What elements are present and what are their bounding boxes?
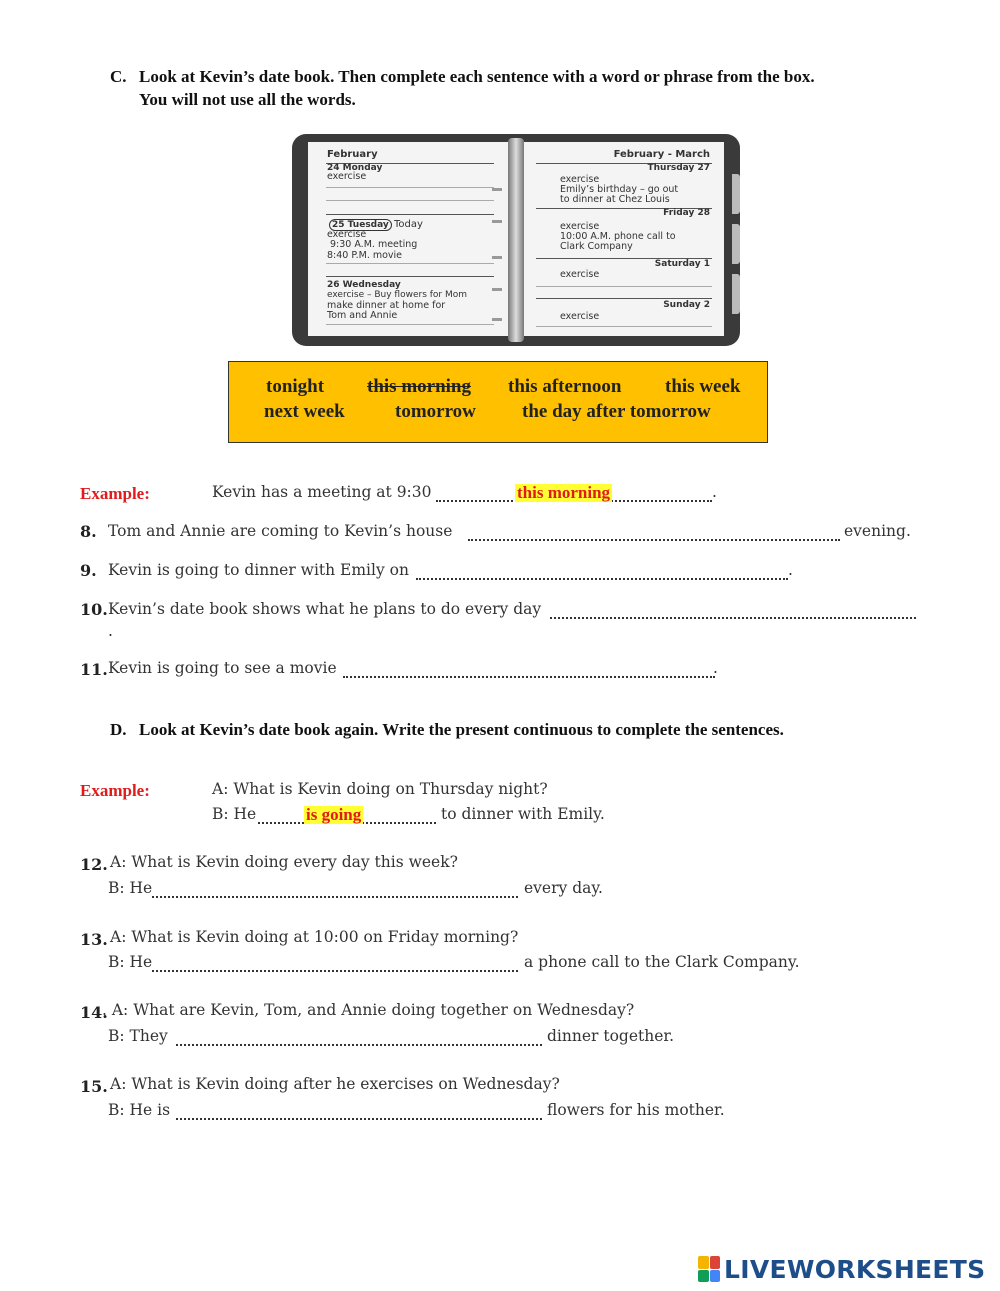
word-this-afternoon: this afternoon: [508, 376, 622, 397]
wednesday-item-2: make dinner at home for: [327, 300, 446, 311]
q12-answer-blank[interactable]: [152, 880, 518, 898]
example-d-b-start: B: He: [212, 805, 257, 823]
example-d-question: A: What is Kevin doing on Thursday night?: [212, 780, 548, 798]
q14-answer-blank[interactable]: [176, 1028, 542, 1046]
q8-after: evening.: [844, 522, 911, 540]
tuesday-item-2: 9:30 A.M. meeting: [330, 239, 418, 250]
section-d-instruction: Look at Kevin’s date book again. Write the present continuous to complete the sentences.: [139, 720, 784, 739]
example-d-label: Example:: [80, 781, 150, 800]
monday-label: 24 Monday: [327, 163, 383, 173]
q13-after: a phone call to the Clark Company.: [524, 953, 800, 971]
q10-number: 10.: [80, 600, 108, 619]
q13-question: A: What is Kevin doing at 10:00 on Friday morning?: [110, 928, 519, 946]
thursday-item-3: to dinner at Chez Louis: [560, 194, 670, 205]
q11-text: Kevin is going to see a movie: [108, 659, 337, 677]
q12-after: every day.: [524, 879, 603, 897]
example-c-answer: this morning: [517, 483, 611, 502]
q9-text: Kevin is going to dinner with Emily on: [108, 561, 409, 579]
q8-text: Tom and Annie are coming to Kevin’s house: [108, 522, 453, 540]
right-month: February - March: [613, 149, 710, 160]
date-book-left-page: [308, 142, 508, 336]
liveworksheets-logo-text: LIVEWORKSHEETS: [724, 1254, 986, 1284]
q15-b: B: He is: [108, 1101, 171, 1119]
q12-question: A: What is Kevin doing every day this week?: [110, 853, 458, 871]
saturday-label: Saturday 1: [654, 259, 710, 269]
wednesday-label: 26 Wednesday: [327, 280, 401, 290]
q15-after: flowers for his mother.: [547, 1101, 725, 1119]
q11-answer-blank[interactable]: [343, 660, 715, 678]
liveworksheets-logo: [698, 1254, 985, 1284]
q13-b: B: He: [108, 953, 153, 971]
friday-item-1: exercise: [560, 221, 600, 232]
friday-label: Friday 28: [663, 208, 710, 218]
logo-square-4: [710, 1270, 721, 1283]
tuesday-label: 25 Tuesday: [329, 219, 392, 231]
example-d-b-end: to dinner with Emily.: [441, 805, 605, 823]
friday-item-2: 10:00 A.M. phone call to: [560, 231, 676, 242]
left-month: February: [327, 149, 378, 160]
word-the-day-after-tomorrow: the day after tomorrow: [522, 401, 711, 422]
logo-square-3: [698, 1270, 709, 1283]
q9-answer-blank[interactable]: [416, 562, 788, 580]
example-c-sentence: Kevin has a meeting at 9:30: [212, 483, 432, 501]
q13-answer-blank[interactable]: [152, 954, 518, 972]
date-book-right-page: [524, 142, 724, 336]
wednesday-item-3: Tom and Annie: [327, 310, 398, 321]
q11-after: .: [713, 659, 718, 677]
date-book-image: [292, 134, 740, 346]
tuesday-item-1: exercise: [327, 229, 367, 240]
q9-number: 9.: [80, 561, 97, 580]
q8-number: 8.: [80, 522, 97, 541]
q9-after: .: [788, 561, 793, 579]
date-book-spine: [508, 138, 524, 342]
today-label: Today: [394, 219, 423, 230]
q12-b: B: He: [108, 879, 153, 897]
word-this-week: this week: [665, 376, 741, 397]
sunday-item: exercise: [560, 311, 600, 322]
monday-item: exercise: [327, 171, 367, 182]
friday-item-3: Clark Company: [560, 241, 633, 252]
q14-question: . A: What are Kevin, Tom, and Annie doing together on Wednesday?: [102, 1001, 635, 1019]
q14-number: 14.: [80, 1003, 108, 1022]
q15-number: 15.: [80, 1077, 108, 1096]
word-tonight: tonight: [266, 376, 325, 397]
q12-number: 12.: [80, 855, 108, 874]
q10-answer-blank[interactable]: [550, 601, 916, 619]
q15-question: A: What is Kevin doing after he exercises on Wednesday?: [110, 1075, 560, 1093]
q14-after: dinner together.: [547, 1027, 675, 1045]
thursday-item-2: Emily’s birthday – go out: [560, 184, 679, 195]
q15-answer-blank[interactable]: [176, 1102, 542, 1120]
example-c-label: Example:: [80, 484, 150, 503]
section-c-instruction-line2: You will not use all the words.: [139, 90, 356, 109]
q10-after: .: [108, 622, 113, 640]
word-box: [228, 361, 768, 443]
q11-number: 11.: [80, 660, 108, 679]
wednesday-item-1: exercise – Buy flowers for Mom: [327, 290, 468, 300]
example-d-answer: is going: [306, 805, 362, 824]
section-c-letter: C.: [110, 67, 127, 86]
q8-answer-blank[interactable]: [468, 523, 840, 541]
word-next-week: next week: [264, 401, 345, 422]
thursday-item-1: exercise: [560, 174, 600, 185]
logo-square-1: [698, 1256, 709, 1269]
liveworksheets-logo-icon: [698, 1256, 720, 1282]
word-tomorrow: tomorrow: [395, 401, 476, 422]
q14-b: B: They: [108, 1027, 168, 1045]
q10-text: Kevin’s date book shows what he plans to do every day: [108, 600, 542, 618]
example-c-end: .: [712, 483, 717, 501]
section-c-instruction-line1: Look at Kevin’s date book. Then complete each sentence with a word or phrase from the box.: [139, 67, 815, 86]
word-this-morning: this morning: [367, 376, 471, 397]
logo-square-2: [710, 1256, 721, 1269]
q13-number: 13.: [80, 930, 108, 949]
section-d-letter: D.: [110, 720, 127, 739]
tuesday-item-3: 8:40 P.M. movie: [327, 250, 403, 261]
sunday-label: Sunday 2: [663, 300, 710, 310]
thursday-label: Thursday 27: [647, 163, 710, 173]
saturday-item: exercise: [560, 269, 600, 280]
